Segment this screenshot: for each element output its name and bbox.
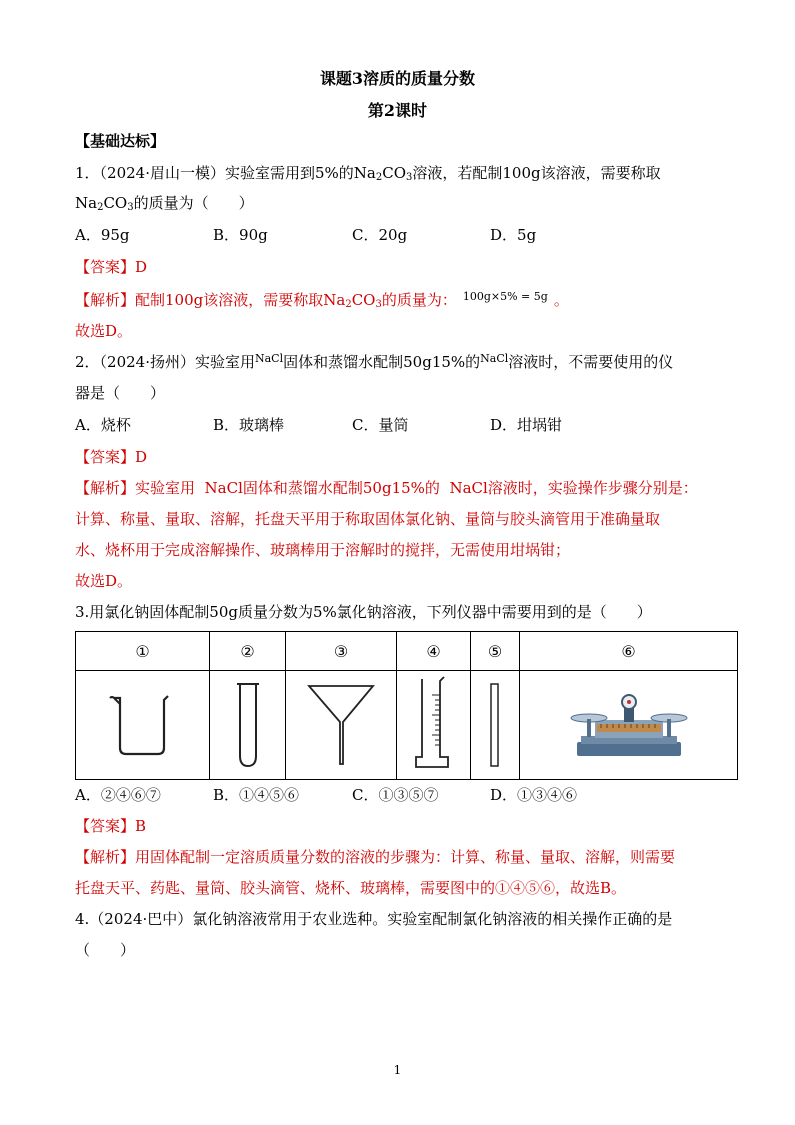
q1-option-a: A．95g [75, 226, 130, 244]
section-heading: 【基础达标】 [75, 132, 166, 150]
glass-rod-icon [488, 682, 502, 768]
q1-stem-line2: $Na_2CO_3$的质量为（ ） [75, 194, 254, 213]
q2-option-b: B．玻璃棒 [213, 416, 285, 434]
q3-option-a: A．②④⑥⑦ [75, 786, 161, 804]
header-5: ⑤ [471, 632, 520, 671]
header-3: ③ [286, 632, 397, 671]
q2-analysis-line1: 【解析】实验室用 NaCl固体和蒸馏水配制50g15%的 NaCl溶液时，实验操作步骤分别是： [75, 479, 698, 497]
balance-cell [520, 671, 738, 780]
q3-option-b: B．①④⑤⑥ [213, 786, 300, 804]
q3-answer: 【答案】B [75, 817, 147, 835]
q1-formula: 100g×5% = 5g [462, 290, 548, 303]
q1-answer: 【答案】D [75, 258, 148, 276]
q2-answer: 【答案】D [75, 448, 148, 466]
test-tube-icon [233, 680, 263, 770]
q3-stem: 3.用氯化钠固体配制50g质量分数为5%氯化钠溶液，下列仪器中需要用到的是（ ） [75, 603, 652, 621]
q1-conclusion: 故选D。 [75, 322, 133, 340]
glass-rod-cell [471, 671, 520, 780]
page-subtitle: 第2课时 [367, 101, 428, 120]
q2-stem-line2: 器是（ ） [75, 384, 166, 402]
q1-option-d: D．5g [490, 226, 537, 244]
q2-option-c: C．量筒 [352, 416, 409, 434]
page-title: 课题3溶质的质量分数 [319, 69, 476, 88]
funnel-cell [286, 671, 397, 780]
q2-analysis-line3: 水、烧杯用于完成溶解操作、玻璃棒用于溶解时的搅拌，无需使用坩埚钳； [75, 541, 571, 559]
graduated-cylinder-icon [414, 675, 454, 775]
q2-option-d: D．坩埚钳 [490, 416, 563, 434]
header-4: ④ [397, 632, 471, 671]
balance-scale-icon [569, 692, 689, 758]
q4-stem-line2: （ ） [75, 941, 136, 959]
instrument-table [75, 631, 738, 780]
graduated-cylinder-cell [397, 671, 471, 780]
header-2: ② [210, 632, 286, 671]
q3-option-c: C．①③⑤⑦ [352, 786, 439, 804]
header-1: ① [76, 632, 210, 671]
q2-analysis-line2: 计算、称量、量取、溶解，托盘天平用于称取固体氯化钠、量筒与胶头滴管用于准确量取 [75, 510, 661, 528]
q2-stem-line1: 2．（2024·扬州）实验室用$^{NaCl}$固体和蒸馏水配制50g15%的$^{NaCl}$溶液时，不需要使用的仪 [75, 352, 674, 371]
q3-option-d: D．①③④⑥ [490, 786, 578, 804]
beaker-cell [76, 671, 210, 780]
q1-option-b: B．90g [213, 226, 268, 244]
q1-option-c: C．20g [352, 226, 408, 244]
beaker-icon [108, 690, 178, 760]
test-tube-cell [210, 671, 286, 780]
header-6: ⑥ [520, 632, 738, 671]
q2-conclusion: 故选D。 [75, 572, 133, 590]
q2-option-a: A．烧杯 [75, 416, 131, 434]
funnel-icon [306, 680, 376, 770]
q3-analysis-line2: 托盘天平、药匙、量筒、胶头滴管、烧杯、玻璃棒，需要图中的①④⑤⑥，故选B。 [75, 879, 627, 897]
q1-stem-line1: 1．（2024·眉山一模）实验室需用到5%的$Na_2CO_3$溶液，若配制100g该溶液，需要称取 [75, 164, 661, 183]
q3-analysis-line1: 【解析】用固体配制一定溶质质量分数的溶液的步骤为：计算、称量、量取、溶解，则需要 [75, 848, 676, 866]
page-number: 1 [393, 1063, 402, 1077]
q1-analysis: 【解析】配制100g该溶液，需要称取$Na_2CO_3$的质量为： $^{100g\times 5\% = 5g}$ 。 [75, 290, 569, 310]
q4-stem-line1: 4.（2024·巴中）氯化钠溶液常用于农业选种。实验室配制氯化钠溶液的相关操作正确的是 [75, 910, 673, 928]
